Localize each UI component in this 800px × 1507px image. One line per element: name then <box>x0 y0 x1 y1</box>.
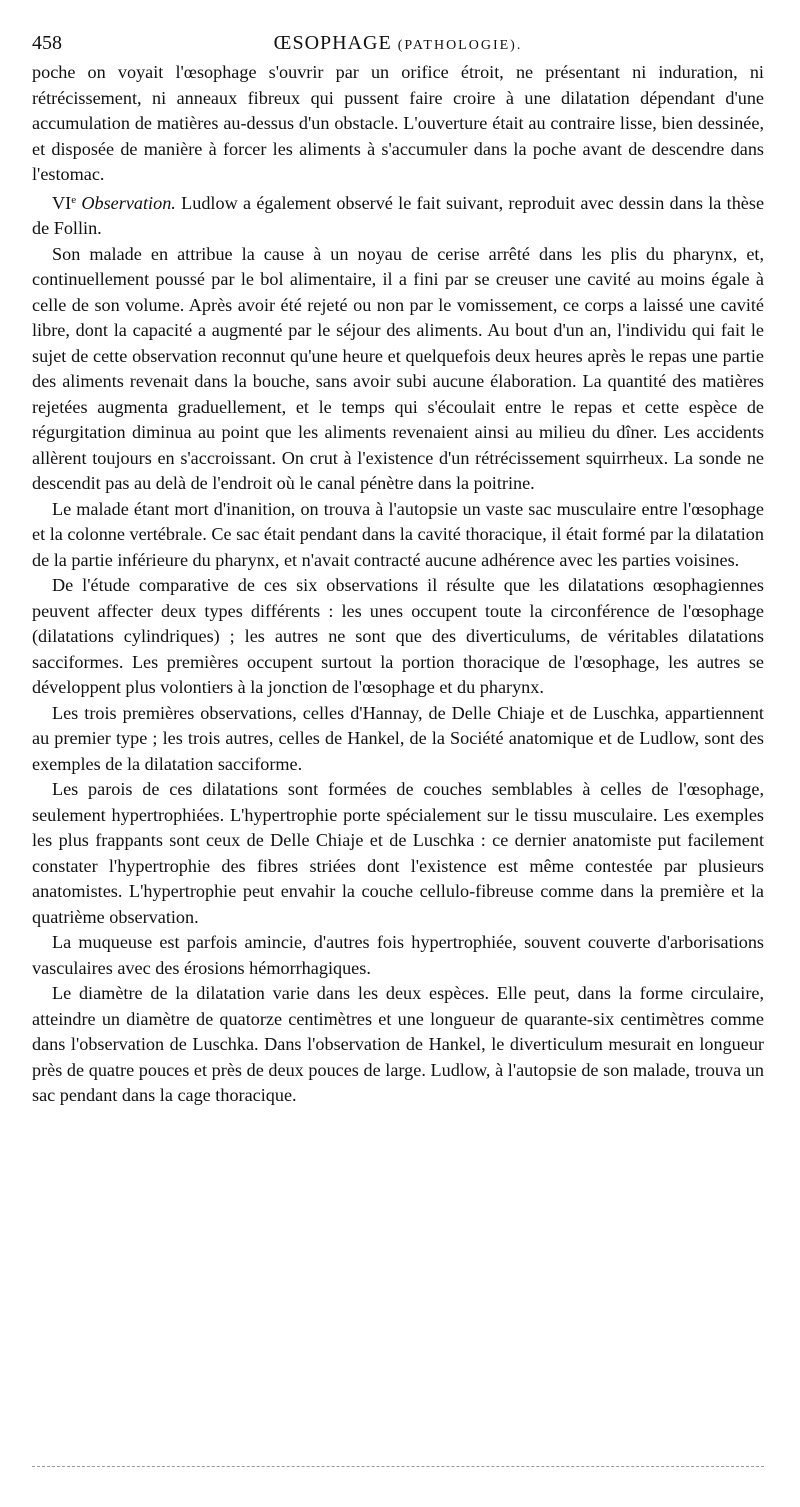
header-subtitle: (PATHOLOGIE). <box>397 38 523 53</box>
paragraph: De l'étude comparative de ces six observations il résulte que les dilatations œsophagiennes peuvent affecter deux types différents : les unes occupent toute la circonférence de l'œsophage (dilatations cylindriques) ; les autres ne sont que des diverticulums, de véritables dilatations sacciformes. Les premières occupent surtout la portion thoracique de l'œsophage, les autres se développent plus volontiers à la jonction de l'œsophage et du pharynx. <box>32 575 764 697</box>
observation-label: Observation. <box>81 192 176 213</box>
paragraph: Les parois de ces dilatations sont formées de couches semblables à celles de l'œsophage, seulement hypertrophiées. L'hypertrophie porte spécialement sur le tissu musculaire. Les exemples les plus frappants sont ceux de Delle Chiaje et de Luschka : ce dernier anatomiste put facilement constater l'hypertrophie des fibres striées dont l'existence est même contestée par plusieurs anatomistes. L'hypertrophie peut envahir la couche cellulo-fibreuse comme dans la première et la quatrième observation. <box>32 779 764 927</box>
paragraph: Le diamètre de la dilatation varie dans les deux espèces. Elle peut, dans la forme circulaire, atteindre un diamètre de quatorze centimètres et une longueur de quarante-six centimètres comme dans l'observation de Luschka. Dans l'observation de Hankel, le diverticulum mesurait en longueur près de quatre pouces et près de deux pouces de large. Ludlow, à l'autopsie de son malade, trouva un sac pendant dans la cage thoracique. <box>32 983 764 1105</box>
observation-superscript: e <box>71 193 77 206</box>
book-page <box>32 28 764 1109</box>
paragraph: La muqueuse est parfois amincie, d'autres fois hypertrophiée, souvent couverte d'arborisations vasculaires avec des érosions hémorrhagiques. <box>32 932 764 978</box>
running-head <box>32 28 764 58</box>
observation-numeral: VI <box>52 192 72 213</box>
paragraph: Les trois premières observations, celles d'Hannay, de Delle Chiaje et de Luschka, appartiennent au premier type ; les trois autres, celles de Hankel, de la Société anatomique et de Ludlow, sont des exemples de la dilatation sacciforme. <box>32 702 764 774</box>
observation-heading-paragraph <box>32 188 764 242</box>
body-text <box>32 60 764 1109</box>
paragraph: Son malade en attribue la cause à un noyau de cerise arrêté dans les plis du pharynx, et, continuellement poussé par le bol alimentaire, il a fini par se creuser une cavité au moins égale à celle de son volume. Après avoir été rejeté ou non par le vomissement, ce corps a laissé une cavité libre, dont la capacité a augmenté par le séjour des aliments. Au bout d'un an, l'individu qui fait le sujet de cette observation reconnut qu'une heure et quelquefois deux heures après le repas une partie des aliments revenait dans la bouche, sans avoir subi aucune élaboration. La quantité des matières rejetées augmenta graduellement, et le temps qui s'écoulait entre le repas et cette espèce de régurgitation diminua au point que les aliments revenaient ainsi au milieu du dîner. Les accidents allèrent toujours en s'accroissant. On crut à l'existence d'un rétrécissement squirrheux. La sonde ne descendit pas au delà de l'endroit où le canal pénètre dans la poitrine. <box>32 243 764 493</box>
page-number: 458 <box>32 32 62 54</box>
header-title: ŒSOPHAGE <box>273 32 392 54</box>
page-title <box>32 28 764 61</box>
footer-rule <box>32 1466 764 1467</box>
paragraph-continued: poche on voyait l'œsophage s'ouvrir par un orifice étroit, ne présentant ni induration, ni rétrécissement, ni anneaux fibreux qui pussent faire croire à une dilatation dépendant d'une accumulation de matières au-dessus d'un obstacle. L'ouverture était au contraire lisse, bien dessinée, et disposée de manière à forcer les aliments à s'accumuler dans la poche avant de descendre dans l'estomac. <box>32 62 764 184</box>
paragraph: Le malade étant mort d'inanition, on trouva à l'autopsie un vaste sac musculaire entre l'œsophage et la colonne vertébrale. Ce sac était pendant dans la cavité thoracique, il était formé par la dilatation de la partie inférieure du pharynx, et n'avait contracté aucune adhérence avec les parties voisines. <box>32 498 764 570</box>
observation-text: Ludlow a également observé le fait suivant, reproduit avec dessin dans la thèse de Follin. <box>32 192 765 238</box>
